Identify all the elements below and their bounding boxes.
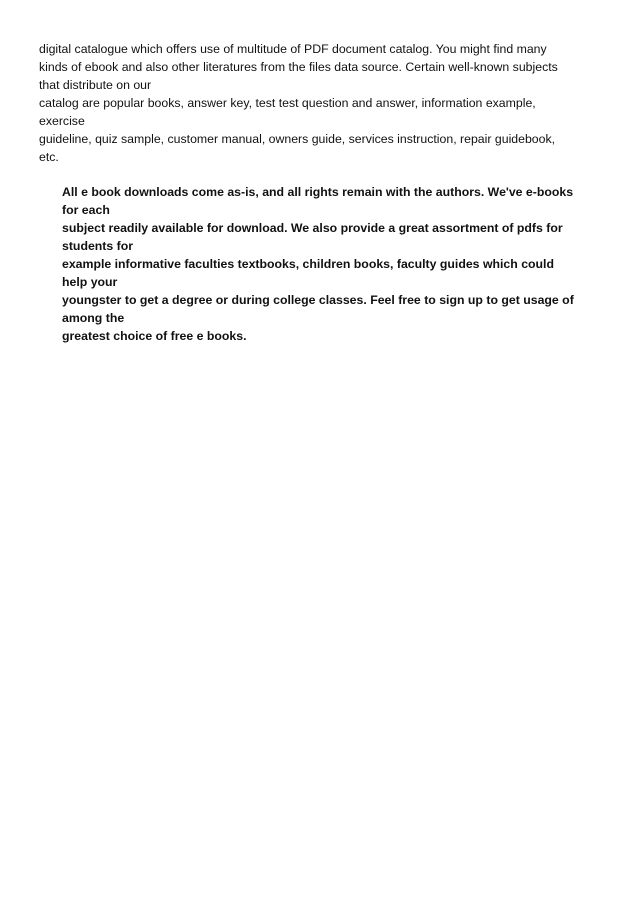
text-line: students for [62, 239, 134, 253]
text-line: greatest choice of free e books. [62, 329, 247, 343]
text-line: exercise [39, 114, 85, 128]
text-line: catalog are popular books, answer key, test test question and answer, information example, [39, 96, 536, 110]
text-line: etc. [39, 150, 59, 164]
intro-paragraph [39, 40, 619, 166]
text-line: among the [62, 311, 125, 325]
text-line: for each [62, 203, 110, 217]
text-line: subject readily available for download. We also provide a great assortment of pdfs for [62, 221, 563, 235]
text-line: guideline, quiz sample, customer manual, owners guide, services instruction, repair guidebook, [39, 132, 556, 146]
text-line: that distribute on our [39, 78, 152, 92]
text-line: youngster to get a degree or during college classes. Feel free to sign up to get usage of [62, 293, 574, 307]
text-line: All e book downloads come as-is, and all rights remain with the authors. We've e-books [62, 185, 574, 199]
notice-paragraph [62, 183, 622, 345]
text-line: example informative faculties textbooks, children books, faculty guides which could [62, 257, 554, 271]
text-line: digital catalogue which offers use of multitude of PDF document catalog. You might find many [39, 42, 547, 56]
text-line: kinds of ebook and also other literatures from the files data source. Certain well-known subjects [39, 60, 558, 74]
text-line: help your [62, 275, 118, 289]
